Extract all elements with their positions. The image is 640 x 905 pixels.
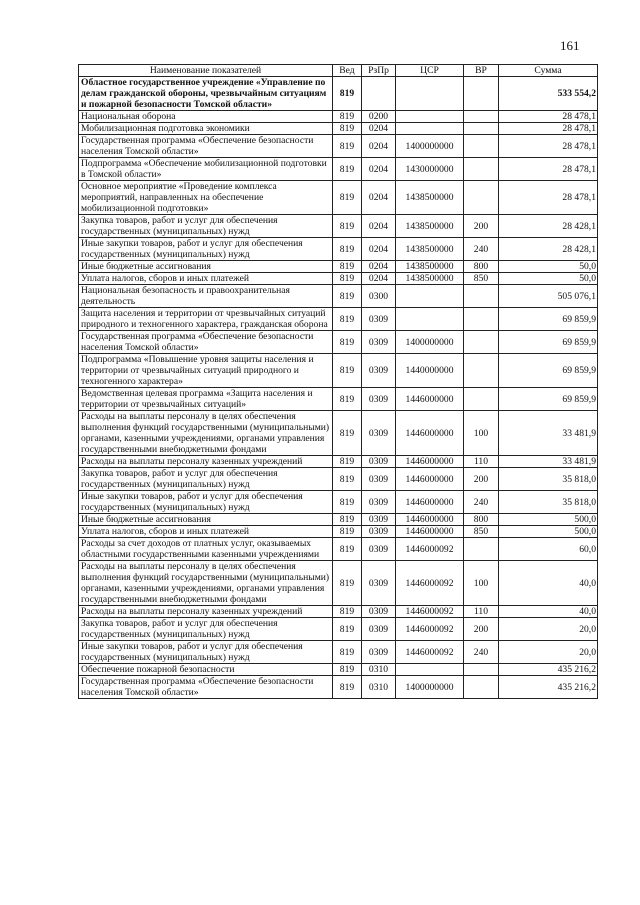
cell-sum: 435 216,2 [499, 664, 598, 676]
cell-rzpr: 0309 [362, 411, 396, 456]
cell-rzpr: 0204 [362, 181, 396, 215]
cell-vr: 110 [464, 606, 499, 618]
cell-rzpr: 0200 [362, 111, 396, 123]
cell-ved: 819 [333, 388, 362, 411]
header-ved: Вед [333, 65, 362, 77]
cell-ved: 819 [333, 561, 362, 606]
cell-ved: 819 [333, 135, 362, 158]
header-name: Наименование показателей [79, 65, 333, 77]
cell-csr: 1446000000 [396, 491, 464, 514]
cell-csr: 1446000092 [396, 641, 464, 664]
cell-sum: 60,0 [499, 538, 598, 561]
cell-name: Государственная программа «Обеспечение безопасности населения Томской области» [79, 135, 333, 158]
cell-rzpr: 0309 [362, 641, 396, 664]
cell-rzpr: 0309 [362, 354, 396, 388]
header-rzpr: РзПр [362, 65, 396, 77]
cell-csr: 1400000000 [396, 676, 464, 699]
cell-csr: 1430000000 [396, 158, 464, 181]
cell-name: Иные бюджетные ассигнования [79, 514, 333, 526]
table-row [79, 238, 598, 261]
cell-sum: 40,0 [499, 561, 598, 606]
table-row [79, 135, 598, 158]
cell-ved: 819 [333, 411, 362, 456]
cell-csr [396, 123, 464, 135]
cell-vr: 100 [464, 411, 499, 456]
table-row [79, 181, 598, 215]
cell-csr: 1440000000 [396, 354, 464, 388]
table-row [79, 456, 598, 468]
cell-name: Закупка товаров, работ и услуг для обеспечения государственных (муниципальных) нужд [79, 618, 333, 641]
table-row [79, 261, 598, 273]
cell-vr: 240 [464, 238, 499, 261]
cell-sum: 28 478,1 [499, 135, 598, 158]
cell-ved: 819 [333, 538, 362, 561]
cell-name: Расходы на выплаты персоналу казенных учреждений [79, 606, 333, 618]
cell-ved: 819 [333, 676, 362, 699]
cell-csr: 1438500000 [396, 273, 464, 285]
cell-name: Закупка товаров, работ и услуг для обеспечения государственных (муниципальных) нужд [79, 468, 333, 491]
table-row [79, 215, 598, 238]
cell-name: Расходы на выплаты персоналу казенных учреждений [79, 456, 333, 468]
cell-sum: 28 478,1 [499, 181, 598, 215]
cell-vr: 200 [464, 468, 499, 491]
cell-name: Национальная безопасность и правоохранительная деятельность [79, 285, 333, 308]
cell-name: Закупка товаров, работ и услуг для обеспечения государственных (муниципальных) нужд [79, 215, 333, 238]
cell-rzpr: 0204 [362, 158, 396, 181]
cell-vr [464, 111, 499, 123]
table-row [79, 468, 598, 491]
cell-ved: 819 [333, 606, 362, 618]
cell-ved: 819 [333, 641, 362, 664]
cell-vr [464, 664, 499, 676]
cell-csr [396, 308, 464, 331]
cell-sum: 69 859,9 [499, 331, 598, 354]
cell-ved: 819 [333, 618, 362, 641]
cell-csr [396, 285, 464, 308]
cell-rzpr: 0309 [362, 456, 396, 468]
cell-sum: 500,0 [499, 526, 598, 538]
cell-name: Областное государственное учреждение «Управление по делам гражданской обороны, чрезвычайным ситуациям и пожарной безопасности Томской области» [79, 77, 333, 111]
cell-ved: 819 [333, 514, 362, 526]
cell-ved: 819 [333, 181, 362, 215]
cell-sum: 28 428,1 [499, 238, 598, 261]
cell-ved: 819 [333, 215, 362, 238]
cell-ved: 819 [333, 111, 362, 123]
cell-ved: 819 [333, 273, 362, 285]
cell-name: Уплата налогов, сборов и иных платежей [79, 273, 333, 285]
cell-csr [396, 111, 464, 123]
cell-csr: 1400000000 [396, 135, 464, 158]
cell-name: Национальная оборона [79, 111, 333, 123]
cell-rzpr: 0204 [362, 123, 396, 135]
cell-vr [464, 388, 499, 411]
cell-ved: 819 [333, 354, 362, 388]
cell-sum: 435 216,2 [499, 676, 598, 699]
cell-vr [464, 158, 499, 181]
table-row [79, 354, 598, 388]
cell-sum: 33 481,9 [499, 411, 598, 456]
cell-vr [464, 308, 499, 331]
cell-csr: 1446000092 [396, 606, 464, 618]
table-row [79, 641, 598, 664]
cell-name: Иные бюджетные ассигнования [79, 261, 333, 273]
cell-sum: 69 859,9 [499, 388, 598, 411]
cell-ved: 819 [333, 491, 362, 514]
cell-sum: 28 478,1 [499, 123, 598, 135]
header-vr: ВР [464, 65, 499, 77]
cell-sum: 33 481,9 [499, 456, 598, 468]
cell-rzpr: 0309 [362, 514, 396, 526]
cell-vr: 200 [464, 618, 499, 641]
cell-name: Основное мероприятие «Проведение комплекса мероприятий, направленных на обеспечение мобилизационной подготовки» [79, 181, 333, 215]
cell-rzpr: 0309 [362, 491, 396, 514]
cell-sum: 35 818,0 [499, 468, 598, 491]
cell-sum: 500,0 [499, 514, 598, 526]
table-row [79, 77, 598, 111]
cell-rzpr: 0204 [362, 215, 396, 238]
cell-rzpr: 0309 [362, 561, 396, 606]
cell-csr: 1446000092 [396, 538, 464, 561]
cell-vr: 200 [464, 215, 499, 238]
cell-rzpr: 0204 [362, 135, 396, 158]
table-row [79, 308, 598, 331]
table-row [79, 491, 598, 514]
cell-vr: 240 [464, 491, 499, 514]
cell-sum: 28 428,1 [499, 215, 598, 238]
cell-sum: 50,0 [499, 261, 598, 273]
header-sum: Сумма [499, 65, 598, 77]
budget-table [78, 64, 598, 699]
cell-csr: 1446000000 [396, 514, 464, 526]
table-row [79, 273, 598, 285]
cell-name: Подпрограмма «Обеспечение мобилизационной подготовки в Томской области» [79, 158, 333, 181]
cell-rzpr [362, 77, 396, 111]
table-row [79, 561, 598, 606]
cell-csr: 1446000092 [396, 618, 464, 641]
cell-rzpr: 0309 [362, 308, 396, 331]
cell-name: Уплата налогов, сборов и иных платежей [79, 526, 333, 538]
cell-sum: 40,0 [499, 606, 598, 618]
cell-ved: 819 [333, 468, 362, 491]
cell-ved: 819 [333, 261, 362, 273]
cell-rzpr: 0204 [362, 261, 396, 273]
header-csr: ЦСР [396, 65, 464, 77]
cell-rzpr: 0309 [362, 618, 396, 641]
cell-ved: 819 [333, 123, 362, 135]
cell-vr [464, 135, 499, 158]
table-row [79, 158, 598, 181]
cell-ved: 819 [333, 456, 362, 468]
cell-name: Иные закупки товаров, работ и услуг для обеспечения государственных (муниципальных) нужд [79, 238, 333, 261]
cell-name: Расходы на выплаты персоналу в целях обеспечения выполнения функций государственными (муниципальными) органами, казенными учреждениями, органами управления государственными внебюджетными фондами [79, 561, 333, 606]
cell-sum: 69 859,9 [499, 354, 598, 388]
cell-vr: 800 [464, 514, 499, 526]
cell-sum: 28 478,1 [499, 158, 598, 181]
cell-rzpr: 0309 [362, 331, 396, 354]
table-row [79, 606, 598, 618]
cell-csr [396, 664, 464, 676]
cell-vr: 800 [464, 261, 499, 273]
cell-ved: 819 [333, 77, 362, 111]
table-row [79, 676, 598, 699]
cell-ved: 819 [333, 285, 362, 308]
cell-ved: 819 [333, 664, 362, 676]
cell-ved: 819 [333, 331, 362, 354]
cell-ved: 819 [333, 308, 362, 331]
cell-csr: 1438500000 [396, 238, 464, 261]
table-row [79, 514, 598, 526]
cell-vr [464, 331, 499, 354]
cell-vr: 240 [464, 641, 499, 664]
cell-rzpr: 0309 [362, 538, 396, 561]
table-row [79, 285, 598, 308]
cell-csr: 1446000000 [396, 411, 464, 456]
cell-vr [464, 538, 499, 561]
cell-name: Мобилизационная подготовка экономики [79, 123, 333, 135]
cell-csr: 1446000000 [396, 526, 464, 538]
cell-vr [464, 181, 499, 215]
table-row [79, 111, 598, 123]
cell-name: Государственная программа «Обеспечение безопасности населения Томской области» [79, 331, 333, 354]
cell-name: Расходы за счет доходов от платных услуг, оказываемых областными государственными казенными учреждениями [79, 538, 333, 561]
cell-sum: 505 076,1 [499, 285, 598, 308]
cell-rzpr: 0310 [362, 664, 396, 676]
table-row [79, 618, 598, 641]
cell-name: Обеспечение пожарной безопасности [79, 664, 333, 676]
cell-vr: 110 [464, 456, 499, 468]
cell-name: Иные закупки товаров, работ и услуг для обеспечения государственных (муниципальных) нужд [79, 641, 333, 664]
cell-csr [396, 77, 464, 111]
cell-rzpr: 0309 [362, 388, 396, 411]
cell-csr: 1446000000 [396, 468, 464, 491]
cell-sum: 69 859,9 [499, 308, 598, 331]
cell-rzpr: 0309 [362, 606, 396, 618]
cell-rzpr: 0309 [362, 526, 396, 538]
cell-sum: 35 818,0 [499, 491, 598, 514]
table-row [79, 664, 598, 676]
table-row [79, 538, 598, 561]
cell-csr: 1446000000 [396, 456, 464, 468]
cell-rzpr: 0204 [362, 238, 396, 261]
table-header-row [79, 65, 598, 77]
cell-csr: 1438500000 [396, 261, 464, 273]
cell-sum: 20,0 [499, 641, 598, 664]
cell-csr: 1438500000 [396, 181, 464, 215]
cell-name: Ведомственная целевая программа «Защита населения и территории от чрезвычайных ситуаций» [79, 388, 333, 411]
cell-vr: 850 [464, 273, 499, 285]
table-body [79, 77, 598, 699]
table-row [79, 123, 598, 135]
table-row [79, 526, 598, 538]
cell-csr: 1446000092 [396, 561, 464, 606]
cell-rzpr: 0204 [362, 273, 396, 285]
cell-rzpr: 0309 [362, 468, 396, 491]
cell-name: Подпрограмма «Повышение уровня защиты населения и территории от чрезвычайных ситуаций природного и техногенного характера» [79, 354, 333, 388]
table-row [79, 411, 598, 456]
cell-vr [464, 77, 499, 111]
cell-csr: 1438500000 [396, 215, 464, 238]
cell-vr [464, 123, 499, 135]
cell-rzpr: 0310 [362, 676, 396, 699]
cell-name: Расходы на выплаты персоналу в целях обеспечения выполнения функций государственными (муниципальными) органами, казенными учреждениями, органами управления государственными внебюджетными фондами [79, 411, 333, 456]
cell-vr: 100 [464, 561, 499, 606]
cell-sum: 20,0 [499, 618, 598, 641]
cell-vr [464, 676, 499, 699]
cell-vr [464, 354, 499, 388]
table-row [79, 331, 598, 354]
cell-ved: 819 [333, 238, 362, 261]
cell-sum: 533 554,2 [499, 77, 598, 111]
cell-name: Защита населения и территории от чрезвычайных ситуаций природного и техногенного характера, гражданская оборона [79, 308, 333, 331]
cell-csr: 1446000000 [396, 388, 464, 411]
cell-csr: 1400000000 [396, 331, 464, 354]
cell-vr: 850 [464, 526, 499, 538]
cell-sum: 50,0 [499, 273, 598, 285]
cell-name: Государственная программа «Обеспечение безопасности населения Томской области» [79, 676, 333, 699]
table-row [79, 388, 598, 411]
cell-ved: 819 [333, 526, 362, 538]
cell-rzpr: 0300 [362, 285, 396, 308]
cell-ved: 819 [333, 158, 362, 181]
page-number: 161 [560, 38, 580, 53]
cell-name: Иные закупки товаров, работ и услуг для обеспечения государственных (муниципальных) нужд [79, 491, 333, 514]
cell-vr [464, 285, 499, 308]
cell-sum: 28 478,1 [499, 111, 598, 123]
